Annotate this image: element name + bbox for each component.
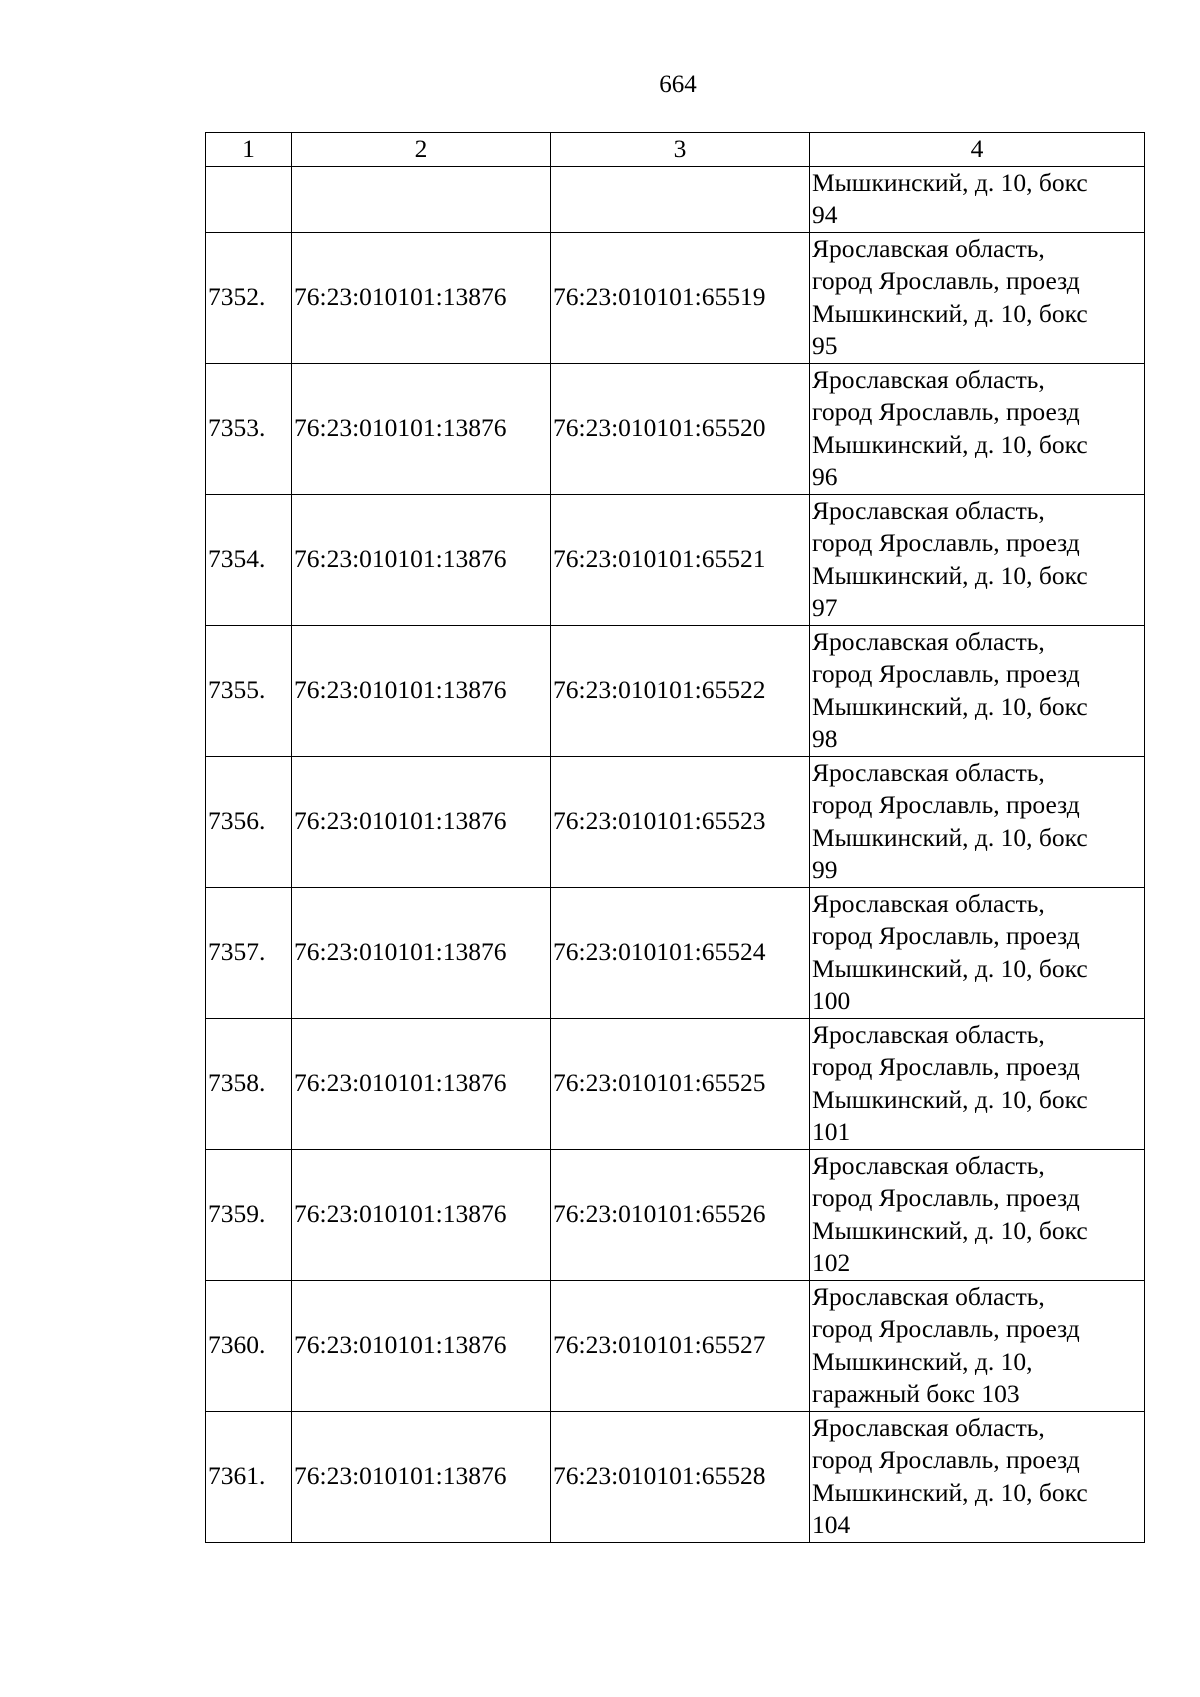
address-cell xyxy=(810,166,1145,232)
address-cell xyxy=(810,625,1145,756)
address-cell xyxy=(810,756,1145,887)
address-line: Мышкинский, д. 10, бокс xyxy=(812,1477,1088,1507)
address-line: 104 xyxy=(812,1510,851,1539)
address-line: 100 xyxy=(812,986,851,1015)
table-row xyxy=(206,363,1145,494)
cadastral-parent-cell: 76:23:010101:13876 xyxy=(292,756,551,887)
cadastral-parent-cell: 76:23:010101:13876 xyxy=(292,1280,551,1411)
address-line: Мышкинский, д. 10, бокс xyxy=(812,167,1088,197)
address-cell xyxy=(810,232,1145,363)
address-line: город Ярославль, проезд xyxy=(812,790,1080,819)
address-cell xyxy=(810,1018,1145,1149)
address-line: 97 xyxy=(812,593,838,622)
address-line: Ярославская область, xyxy=(812,1412,1045,1442)
address-line: Ярославская область, xyxy=(812,233,1045,263)
address-cell xyxy=(810,1411,1145,1542)
continuation-row xyxy=(206,166,1145,232)
address-line: 102 xyxy=(812,1248,851,1277)
table-row xyxy=(206,1411,1145,1542)
address-cell xyxy=(810,1280,1145,1411)
table-row xyxy=(206,1149,1145,1280)
row-number-cell: 7359. xyxy=(206,1149,292,1280)
row-number-cell: 7355. xyxy=(206,625,292,756)
header-cell-3: 3 xyxy=(551,133,810,167)
address-line: Мышкинский, д. 10, бокс xyxy=(812,1215,1088,1245)
table-row xyxy=(206,625,1145,756)
cadastral-object-cell: 76:23:010101:65524 xyxy=(551,887,810,1018)
cadastral-object-cell: 76:23:010101:65520 xyxy=(551,363,810,494)
cadastral-object-cell: 76:23:010101:65528 xyxy=(551,1411,810,1542)
header-cell-2: 2 xyxy=(292,133,551,167)
address-line: Ярославская область, xyxy=(812,495,1045,525)
address-line: Ярославская область, xyxy=(812,364,1045,394)
address-line: Ярославская область, xyxy=(812,1150,1045,1180)
row-number-cell: 7353. xyxy=(206,363,292,494)
cadastral-object-cell: 76:23:010101:65522 xyxy=(551,625,810,756)
address-cell xyxy=(810,363,1145,494)
address-cell xyxy=(810,1149,1145,1280)
address-line: Мышкинский, д. 10, бокс xyxy=(812,822,1088,852)
cadastral-parent-cell: 76:23:010101:13876 xyxy=(292,887,551,1018)
table-row xyxy=(206,887,1145,1018)
address-line: Ярославская область, xyxy=(812,626,1045,656)
address-line: Мышкинский, д. 10, бокс xyxy=(812,298,1088,328)
address-line: Ярославская область, xyxy=(812,888,1045,918)
cadastral-object-cell: 76:23:010101:65523 xyxy=(551,756,810,887)
cadastral-parent-cell: 76:23:010101:13876 xyxy=(292,363,551,494)
row-number-cell xyxy=(206,166,292,232)
row-number-cell: 7361. xyxy=(206,1411,292,1542)
cadastral-object-cell: 76:23:010101:65526 xyxy=(551,1149,810,1280)
address-cell xyxy=(810,887,1145,1018)
address-line: 98 xyxy=(812,724,838,753)
cadastral-parent-cell xyxy=(292,166,551,232)
address-line: город Ярославль, проезд xyxy=(812,921,1080,950)
address-line: город Ярославль, проезд xyxy=(812,528,1080,557)
table-row xyxy=(206,1280,1145,1411)
address-line: город Ярославль, проезд xyxy=(812,266,1080,295)
cadastral-object-cell: 76:23:010101:65525 xyxy=(551,1018,810,1149)
header-cell-1: 1 xyxy=(206,133,292,167)
address-line: Мышкинский, д. 10, бокс xyxy=(812,691,1088,721)
row-number-cell: 7354. xyxy=(206,494,292,625)
registry-table xyxy=(205,132,1145,1543)
header-cell-4: 4 xyxy=(810,133,1145,167)
page-number: 664 xyxy=(659,71,697,98)
address-line: город Ярославль, проезд xyxy=(812,1445,1080,1474)
address-line: гаражный бокс 103 xyxy=(812,1379,1020,1408)
cadastral-parent-cell: 76:23:010101:13876 xyxy=(292,494,551,625)
address-line: 96 xyxy=(812,462,838,491)
address-line: 94 xyxy=(812,200,838,229)
address-line: Ярославская область, xyxy=(812,1019,1045,1049)
table-row xyxy=(206,1018,1145,1149)
address-line: 95 xyxy=(812,331,838,360)
row-number-cell: 7356. xyxy=(206,756,292,887)
address-line: Мышкинский, д. 10, бокс xyxy=(812,1084,1088,1114)
cadastral-parent-cell: 76:23:010101:13876 xyxy=(292,1411,551,1542)
cadastral-parent-cell: 76:23:010101:13876 xyxy=(292,1149,551,1280)
address-line: город Ярославль, проезд xyxy=(812,1052,1080,1081)
address-line: город Ярославль, проезд xyxy=(812,659,1080,688)
address-line: город Ярославль, проезд xyxy=(812,397,1080,426)
address-line: Мышкинский, д. 10, бокс xyxy=(812,560,1088,590)
address-line: Мышкинский, д. 10, бокс xyxy=(812,953,1088,983)
cadastral-object-cell: 76:23:010101:65521 xyxy=(551,494,810,625)
address-line: 101 xyxy=(812,1117,851,1146)
address-line: Ярославская область, xyxy=(812,757,1045,787)
address-line: Мышкинский, д. 10, бокс xyxy=(812,429,1088,459)
cadastral-object-cell: 76:23:010101:65519 xyxy=(551,232,810,363)
address-line: Мышкинский, д. 10, xyxy=(812,1346,1033,1376)
table-row xyxy=(206,232,1145,363)
address-line: Ярославская область, xyxy=(812,1281,1045,1311)
cadastral-object-cell xyxy=(551,166,810,232)
address-line: 99 xyxy=(812,855,838,884)
cadastral-parent-cell: 76:23:010101:13876 xyxy=(292,625,551,756)
cadastral-parent-cell: 76:23:010101:13876 xyxy=(292,1018,551,1149)
row-number-cell: 7358. xyxy=(206,1018,292,1149)
address-line: город Ярославль, проезд xyxy=(812,1183,1080,1212)
cadastral-object-cell: 76:23:010101:65527 xyxy=(551,1280,810,1411)
header-row xyxy=(206,133,1145,167)
row-number-cell: 7357. xyxy=(206,887,292,1018)
address-line: город Ярославль, проезд xyxy=(812,1314,1080,1343)
table-row xyxy=(206,756,1145,887)
table-row xyxy=(206,494,1145,625)
cadastral-parent-cell: 76:23:010101:13876 xyxy=(292,232,551,363)
row-number-cell: 7352. xyxy=(206,232,292,363)
address-cell xyxy=(810,494,1145,625)
row-number-cell: 7360. xyxy=(206,1280,292,1411)
